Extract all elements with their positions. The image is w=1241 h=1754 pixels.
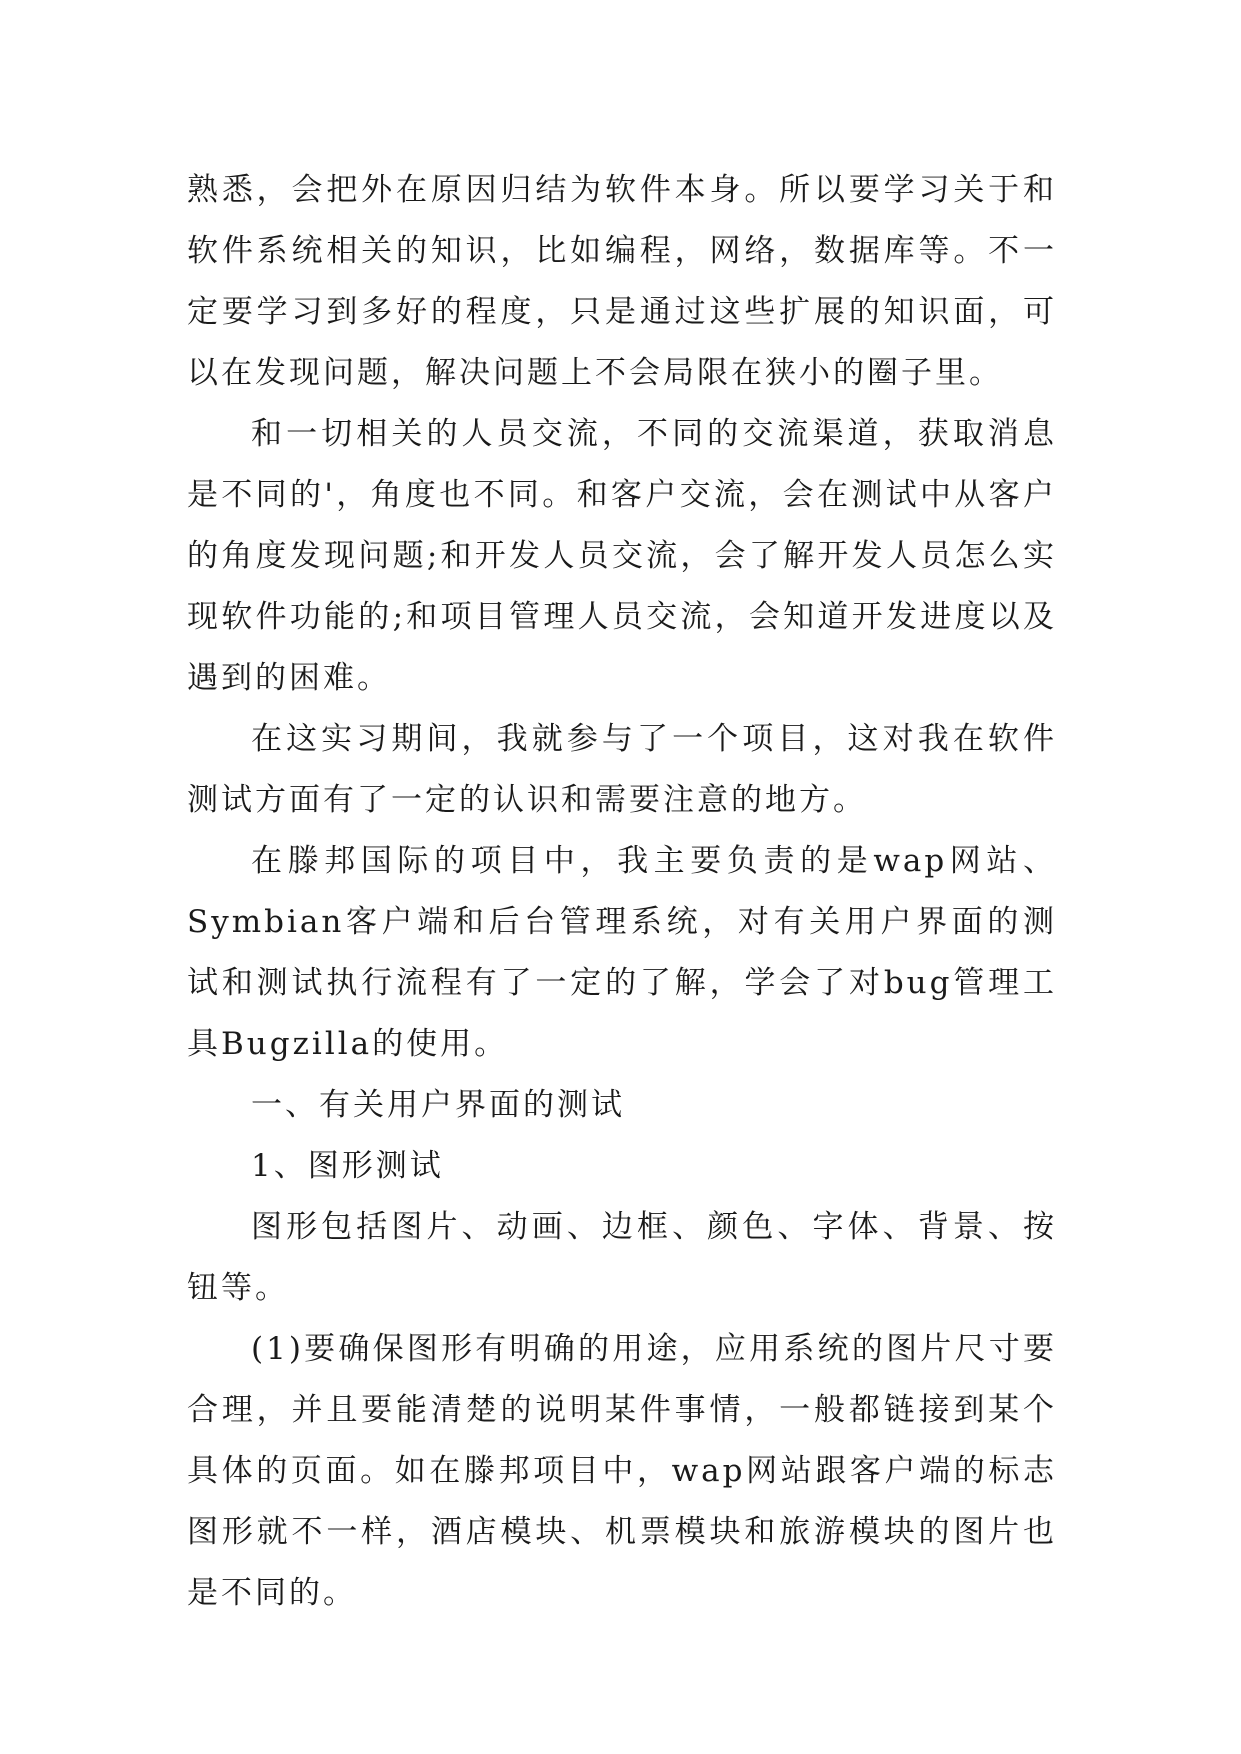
- document-body: [187, 160, 1057, 1624]
- paragraph-internship: 在这实习期间，我就参与了一个项目，这对我在软件测试方面有了一定的认识和需要注意的地方。: [187, 721, 1057, 818]
- paragraph-graphics: 图形包括图片、动画、边框、颜色、字体、背景、按钮等。: [187, 1209, 1057, 1306]
- paragraph-communication: 和一切相关的人员交流，不同的交流渠道，获取消息是不同的'，角度也不同。和客户交流，会在测试中从客户的角度发现问题;和开发人员交流，会了解开发人员怎么实现软件功能的;和项目管理人员交流，会知道开发进度以及遇到的困难。: [187, 416, 1057, 696]
- paragraph-project: 在滕邦国际的项目中，我主要负责的是wap网站、Symbian客户端和后台管理系统，对有关用户界面的测试和测试执行流程有了一定的了解，学会了对bug管理工具Bugzilla的使用。: [187, 843, 1057, 1062]
- subsection-heading: 1、图形测试: [251, 1148, 444, 1184]
- section-heading: 一、有关用户界面的测试: [251, 1087, 625, 1123]
- paragraph-continuation: 熟悉，会把外在原因归结为软件本身。所以要学习关于和软件系统相关的知识，比如编程，网络，数据库等。不一定要学习到多好的程度，只是通过这些扩展的知识面，可以在发现问题，解决问题上不会局限在狭小的圈子里。: [187, 172, 1057, 391]
- paragraph-graphics-purpose: (1)要确保图形有明确的用途，应用系统的图片尺寸要合理，并且要能清楚的说明某件事情，一般都链接到某个具体的页面。如在滕邦项目中，wap网站跟客户端的标志图形就不一样，酒店模块、机票模块和旅游模块的图片也是不同的。: [187, 1331, 1057, 1611]
